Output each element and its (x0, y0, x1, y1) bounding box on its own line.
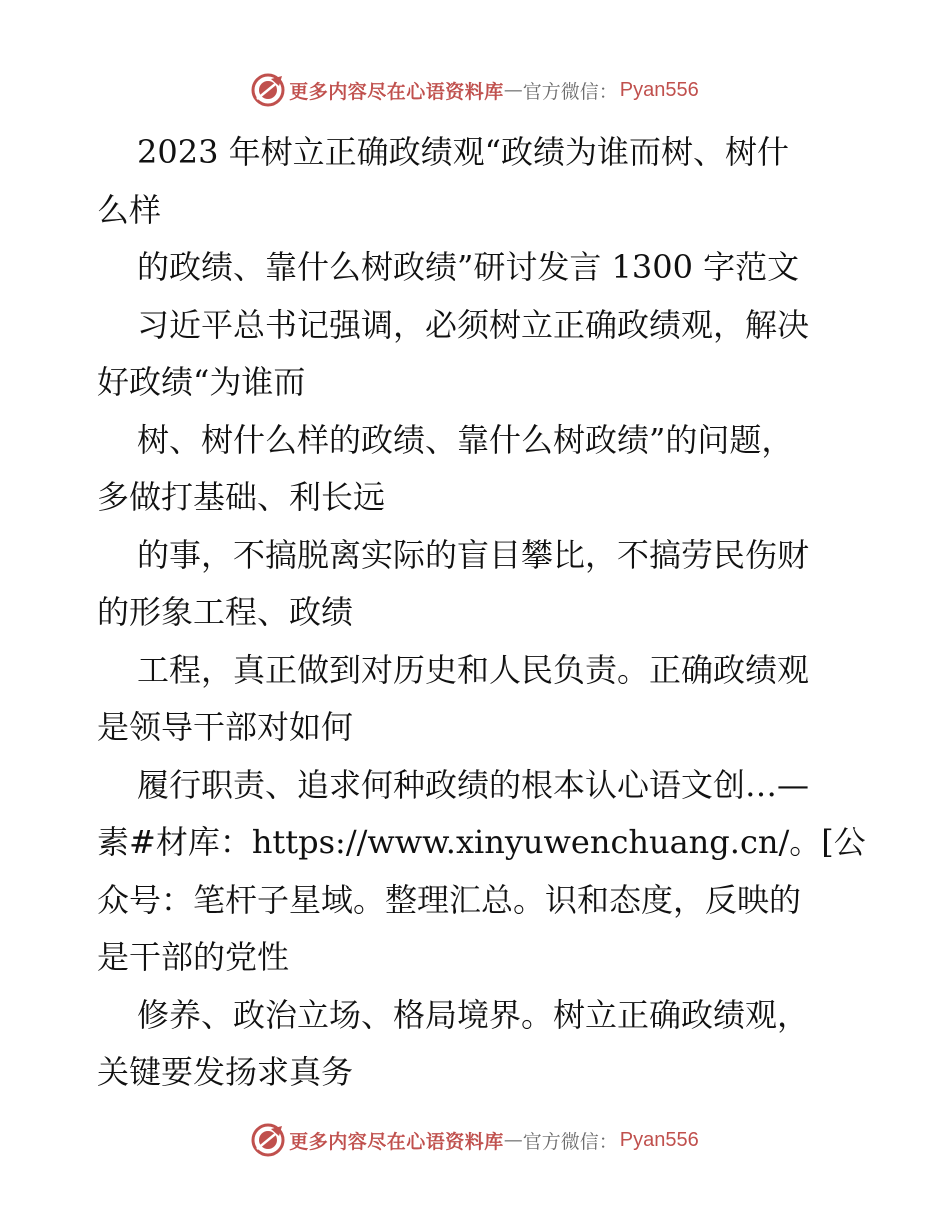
body-line: 树、树什么样的政绩、靠什么树政绩”的问题， (137, 420, 794, 459)
body-line: 多做打基础、利长远 (97, 478, 386, 516)
banner-wechat-label: 官方微信： (522, 1130, 618, 1153)
brand-logo-icon (251, 73, 285, 107)
body-line: 工程，真正做到对历史和人民负责。正确政绩观 (137, 650, 810, 689)
banner-site-text: 更多内容尽在心语资料库 (289, 80, 504, 103)
body-line: 习近平总书记强调，必须树立正确政绩观，解决 (137, 305, 810, 344)
body-line: 的事，不搞脱离实际的盲目攀比，不搞劳民伤财 (137, 535, 810, 574)
body-line: 的政绩、靠什么树政绩”研讨发言 1300 字范文 (137, 248, 800, 286)
body-line: 是干部的党性 (97, 938, 290, 976)
body-line: 好政绩“为谁而 (97, 363, 306, 401)
body-line: 修养、政治立场、格局境界。树立正确政绩观， (137, 995, 810, 1034)
body-line: 素#材库：https://www.xinyuwenchuang.cn/。[公 (97, 823, 866, 861)
header-banner (0, 70, 950, 110)
body-line: 履行职责、追求何种政绩的根本认心语文创…— (137, 765, 810, 804)
banner-wechat-label: 官方微信： (522, 80, 618, 103)
banner-wechat-id: Pyan556 (619, 1128, 699, 1151)
body-line: 么样 (97, 190, 162, 229)
brand-logo-icon (251, 1123, 285, 1157)
document-body (97, 124, 866, 1102)
banner-site-text: 更多内容尽在心语资料库 (289, 1130, 504, 1153)
body-line: 众号：笔杆子星域。整理汇总。识和态度，反映的 (97, 880, 802, 919)
body-line: 是领导干部对如何 (97, 708, 354, 746)
body-line: 关键要发扬求真务 (97, 1053, 354, 1091)
footer-banner (0, 1120, 950, 1160)
body-line: 2023 年树立正确政绩观“政绩为谁而树、树什 (137, 133, 789, 171)
banner-dash: — (503, 1129, 523, 1151)
banner-wechat-id: Pyan556 (619, 78, 699, 101)
banner-dash: — (503, 79, 523, 101)
body-line: 的形象工程、政绩 (97, 593, 354, 631)
